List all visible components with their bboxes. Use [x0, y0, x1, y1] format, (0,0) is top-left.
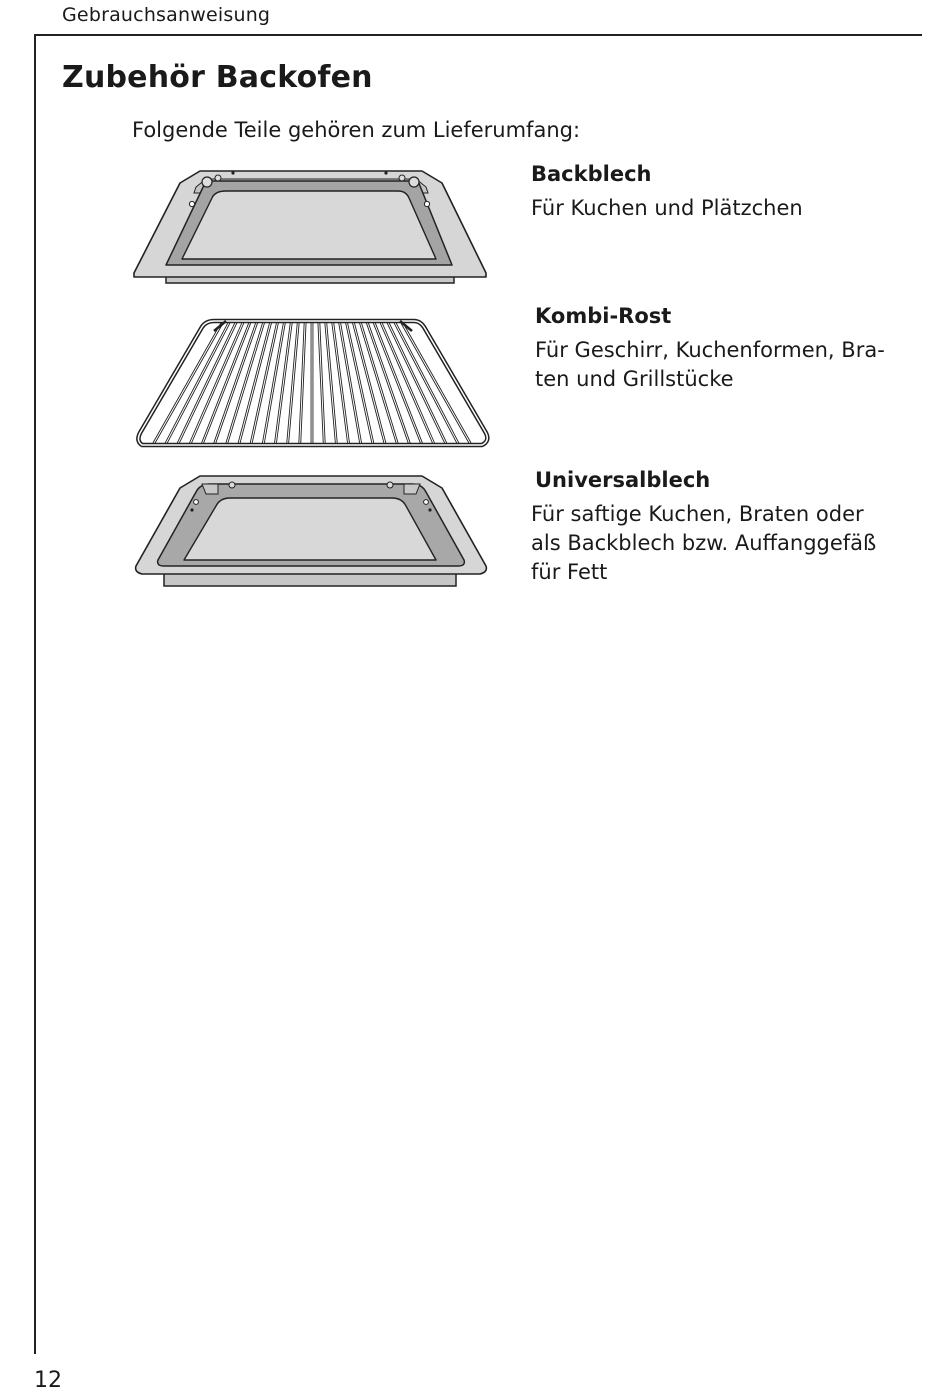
item-description-backblech: Für Kuchen und Plätzchen	[531, 196, 803, 220]
page-number: 12	[34, 1368, 62, 1393]
rack-bar	[319, 323, 324, 443]
item-title-kombi-rost: Kombi-Rost	[535, 304, 672, 328]
intro-text: Folgende Teile gehören zum Lieferumfang:	[132, 118, 581, 142]
baking-tray-icon	[130, 165, 492, 287]
item-description-universalblech	[531, 500, 876, 587]
description-line: ten und Grillstücke	[535, 367, 734, 391]
item-description-kombi-rost	[535, 336, 885, 394]
rack-bars-highlight	[154, 323, 470, 443]
running-header: Gebrauchsanweisung	[62, 4, 271, 26]
rack-bar	[300, 323, 305, 443]
description-line: Für Geschirr, Kuchenformen, Bra-	[535, 338, 885, 362]
deep-tray-icon	[130, 472, 492, 594]
page-title: Zubehör Backofen	[62, 60, 373, 95]
margin-rule	[34, 34, 36, 1354]
description-line: Für saftige Kuchen, Braten oder	[531, 502, 864, 526]
item-title-backblech: Backblech	[531, 162, 652, 186]
description-line: als Backblech bzw. Auffanggefäß	[531, 531, 877, 555]
item-title-universalblech: Universalblech	[535, 468, 711, 492]
header-rule	[34, 34, 922, 36]
description-line: für Fett	[531, 560, 608, 584]
oven-rack-icon	[130, 313, 494, 451]
